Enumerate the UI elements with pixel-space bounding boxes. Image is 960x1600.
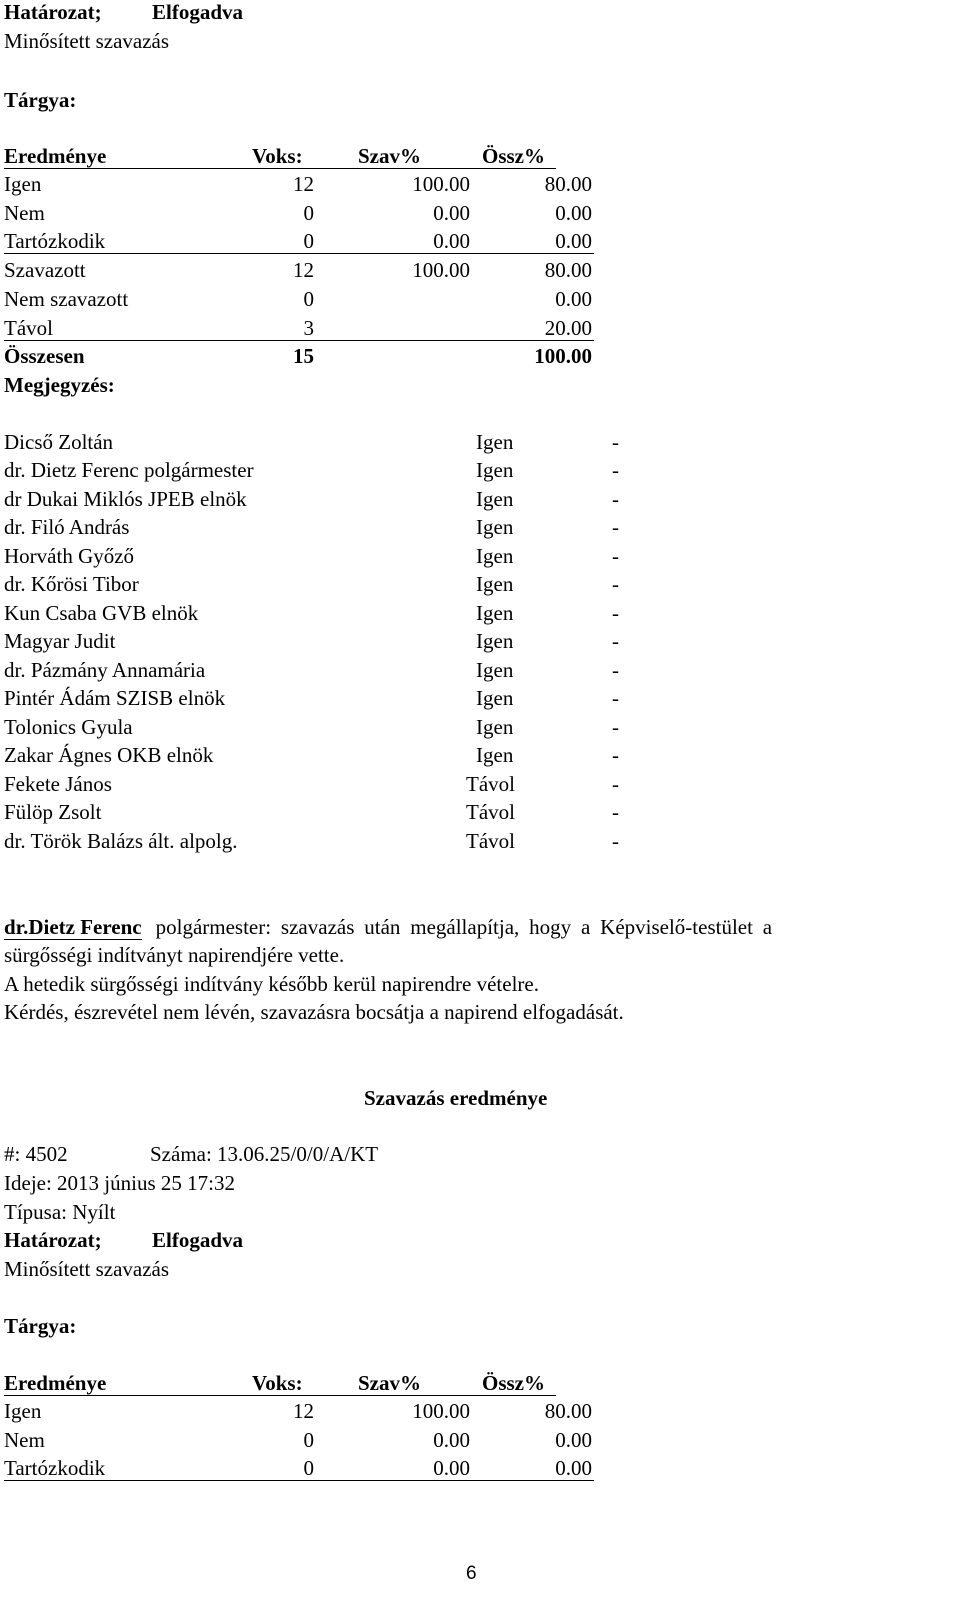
result-voks: 0 <box>303 229 314 253</box>
vote-result-heading: Szavazás eredménye <box>364 1086 548 1110</box>
result-szav: 100.00 <box>412 258 470 282</box>
header-underline <box>4 1395 556 1396</box>
result-szav: 100.00 <box>412 1399 470 1423</box>
voter-mark: - <box>612 572 619 596</box>
qualified-vote-label-2: Minősített szavazás <box>4 1257 170 1281</box>
result-ossz: 0.00 <box>555 201 592 225</box>
subject-label: Tárgya: <box>4 88 77 112</box>
result-ossz: 0.00 <box>555 1456 592 1480</box>
speaker-prefix: dr. <box>4 915 29 939</box>
voter-name: dr. Kőrösi Tibor <box>4 572 139 596</box>
voter-vote: Igen <box>476 658 514 682</box>
header-ossz: Össz% <box>482 144 545 168</box>
result-ossz: 0.00 <box>555 287 592 311</box>
voter-mark: - <box>612 658 619 682</box>
voter-mark: - <box>612 458 619 482</box>
page-number: 6 <box>466 1563 477 1584</box>
voter-vote: Igen <box>476 686 514 710</box>
result-label: Tartózkodik <box>4 229 106 253</box>
voter-mark: - <box>612 686 619 710</box>
voter-vote: Távol <box>466 800 515 824</box>
result-szav: 0.00 <box>433 1428 470 1452</box>
voter-mark: - <box>612 629 619 653</box>
voter-mark: - <box>612 430 619 454</box>
vote-number: #: 4502 <box>4 1142 68 1166</box>
paragraph-line-2: sürgősségi indítványt napirendjére vette. <box>4 943 345 967</box>
voter-name: Horváth Győző <box>4 544 135 568</box>
result-voks: 0 <box>303 1428 314 1452</box>
result-label: Nem <box>4 201 45 225</box>
voter-vote: Igen <box>476 572 514 596</box>
qualified-vote-label: Minősített szavazás <box>4 29 170 53</box>
header-szav: Szav% <box>358 1371 421 1395</box>
result-label: Igen <box>4 172 42 196</box>
voter-mark: - <box>612 800 619 824</box>
voter-vote: Igen <box>476 430 514 454</box>
voter-name: Magyar Judit <box>4 629 116 653</box>
header-voks: Voks: <box>252 1371 303 1395</box>
result-voks: 0 <box>303 201 314 225</box>
row-underline <box>4 1480 594 1481</box>
voter-name: Pintér Ádám SZISB elnök <box>4 686 226 710</box>
voter-vote: Igen <box>476 515 514 539</box>
result-voks: 12 <box>293 172 314 196</box>
voter-mark: - <box>612 743 619 767</box>
result-ossz: 80.00 <box>544 1399 592 1423</box>
voter-vote: Igen <box>476 458 514 482</box>
header-szav: Szav% <box>358 144 421 168</box>
vote-szama: Száma: 13.06.25/0/0/A/KT <box>150 1142 379 1166</box>
result-voks: 12 <box>293 1399 314 1423</box>
voter-name: Kun Csaba GVB elnök <box>4 601 199 625</box>
voter-vote: Távol <box>466 829 515 853</box>
result-ossz: 0.00 <box>555 1428 592 1452</box>
result-ossz: 100.00 <box>534 344 592 368</box>
result-label: Nem <box>4 1428 45 1452</box>
voter-name: dr. Filó András <box>4 515 130 539</box>
voter-vote: Igen <box>476 715 514 739</box>
decision-value-2: Elfogadva <box>152 1228 244 1252</box>
paragraph-line-1 <box>4 915 940 940</box>
speaker-name: Dietz Ferenc <box>28 915 142 939</box>
header-eredmenye: Eredménye <box>4 144 107 168</box>
result-label: Összesen <box>4 344 85 368</box>
result-ossz: 20.00 <box>544 316 592 340</box>
voter-name: Tolonics Gyula <box>4 715 133 739</box>
header-ossz: Össz% <box>482 1371 545 1395</box>
result-label: Távol <box>4 316 53 340</box>
voter-vote: Igen <box>476 544 514 568</box>
voter-name: Zakar Ágnes OKB elnök <box>4 743 214 767</box>
result-voks: 15 <box>293 344 314 368</box>
result-voks: 3 <box>303 316 314 340</box>
remark-label: Megjegyzés: <box>4 373 115 397</box>
header-eredmenye: Eredménye <box>4 1371 107 1395</box>
result-szav: 0.00 <box>433 229 470 253</box>
decision-label: Határozat; <box>4 0 102 24</box>
voter-vote: Igen <box>476 601 514 625</box>
paragraph-line-3: A hetedik sürgősségi indítvány később kerül napirendre vételre. <box>4 972 539 996</box>
header-voks: Voks: <box>252 144 303 168</box>
voter-name: dr. Török Balázs ált. alpolg. <box>4 829 238 853</box>
voter-vote: Igen <box>476 487 514 511</box>
vote-ideje: Ideje: 2013 június 25 17:32 <box>4 1171 235 1195</box>
result-voks: 0 <box>303 1456 314 1480</box>
result-szav: 100.00 <box>412 172 470 196</box>
voter-mark: - <box>612 829 619 853</box>
voter-vote: Távol <box>466 772 515 796</box>
voter-name: Dicső Zoltán <box>4 430 114 454</box>
voter-name: Fekete János <box>4 772 112 796</box>
result-ossz: 80.00 <box>544 172 592 196</box>
result-szav: 0.00 <box>433 1456 470 1480</box>
voter-mark: - <box>612 515 619 539</box>
vote-tipusa: Típusa: Nyílt <box>4 1200 116 1224</box>
result-voks: 12 <box>293 258 314 282</box>
decision-label-2: Határozat; <box>4 1228 102 1252</box>
result-szav: 0.00 <box>433 201 470 225</box>
result-label: Nem szavazott <box>4 287 129 311</box>
voter-mark: - <box>612 601 619 625</box>
paragraph-line-4: Kérdés, észrevétel nem lévén, szavazásra bocsátja a napirend elfogadását. <box>4 1000 624 1024</box>
result-voks: 0 <box>303 287 314 311</box>
voter-name: dr Dukai Miklós JPEB elnök <box>4 487 247 511</box>
voter-mark: - <box>612 487 619 511</box>
voter-name: dr. Pázmány Annamária <box>4 658 206 682</box>
voter-vote: Igen <box>476 743 514 767</box>
voter-mark: - <box>612 715 619 739</box>
result-label: Igen <box>4 1399 42 1423</box>
voter-mark: - <box>612 544 619 568</box>
result-label: Tartózkodik <box>4 1456 106 1480</box>
subject-label-2: Tárgya: <box>4 1314 77 1338</box>
row-underline <box>4 253 594 254</box>
voter-name: Fülöp Zsolt <box>4 800 102 824</box>
voter-name: dr. Dietz Ferenc polgármester <box>4 458 254 482</box>
header-underline <box>4 168 556 169</box>
decision-value: Elfogadva <box>152 0 244 24</box>
result-ossz: 80.00 <box>544 258 592 282</box>
row-underline <box>4 340 594 341</box>
result-label: Szavazott <box>4 258 86 282</box>
voter-mark: - <box>612 772 619 796</box>
voter-vote: Igen <box>476 629 514 653</box>
paragraph-line-1-rest: polgármester: szavazás után megállapítja, hogy a Képviselő-testület a <box>155 915 773 939</box>
result-ossz: 0.00 <box>555 229 592 253</box>
